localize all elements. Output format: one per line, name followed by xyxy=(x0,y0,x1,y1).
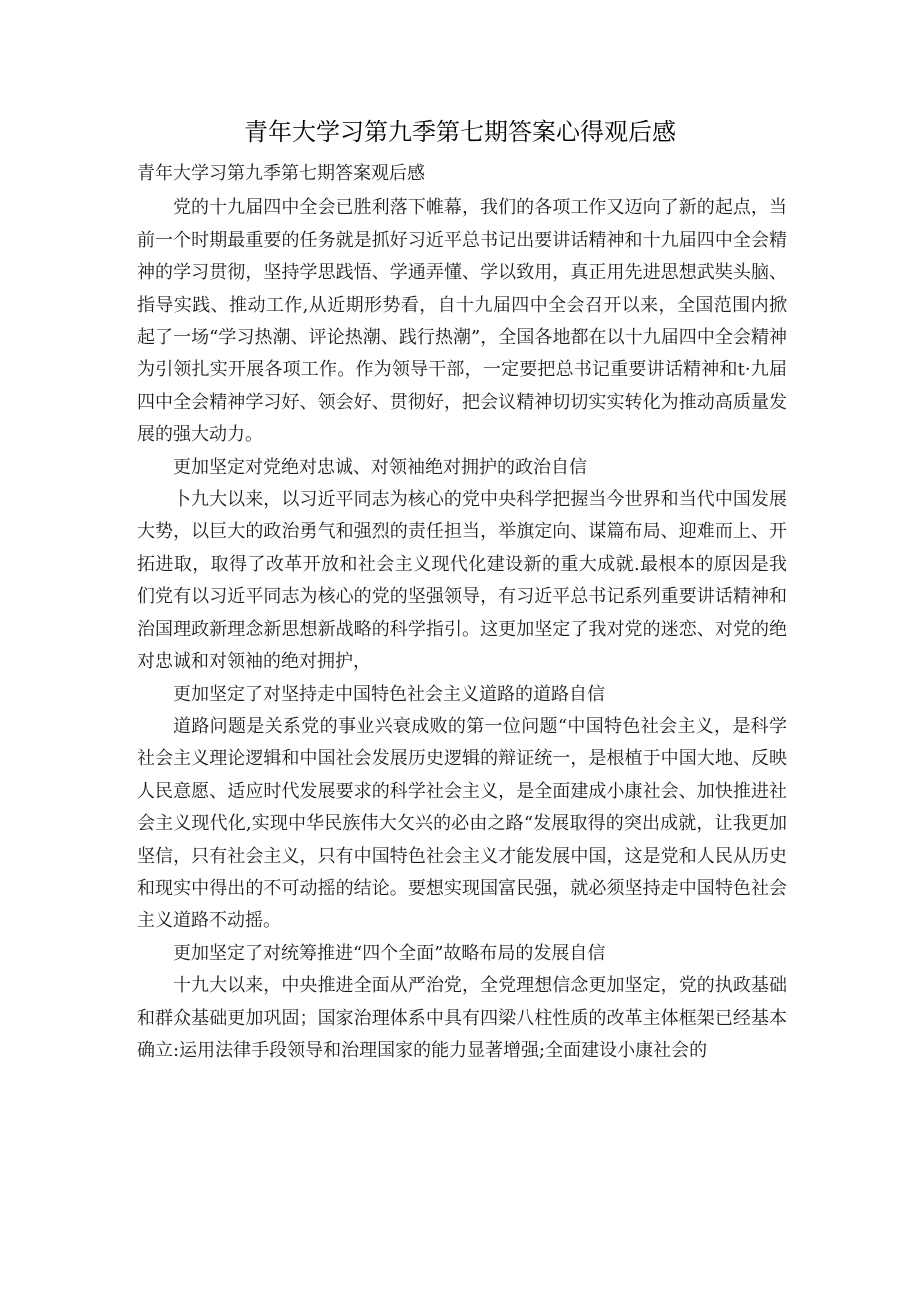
paragraph-intro: 党的十九届四中全会已胜利落下帷幕，我们的各项工作又迈向了新的起点，当前一个时期最重要的任务就是抓好习近平总书记出要讲话精神和十九届四中全会精神的学习贯彻，坚持学思践悟、学通弄懂、学以致用，真正用先进思想武奘头脑、指导实践、推动工作,从近期形势看，自十九届四中全会召开以来，全国范围内掀起了一场“学习热潮、评论热潮、践行热潮”，全国各地都在以十九届四中全会精神为引领扎实开展各项工作。作为领导干部，一定要把总书记重要讲话精神和t·九届四中全会精神学习好、领会好、贯彻好，把会议精神切切实实转化为推动高质量发展的强大动力。 xyxy=(137,197,787,446)
document-body xyxy=(137,158,787,1067)
section-heading-road-confidence: 更加坚定了对坚持走中国特色社会主义道路的道路自信 xyxy=(173,683,605,705)
document-subtitle: 青年大学习第九季第七期答案观后感 xyxy=(137,163,425,184)
paragraph-development-confidence: 十九大以来，中央推进全面从严治党，全党理想信念更加坚定，党的执政基础和群众基础更加巩固；国家治理体系中具有四梁八柱性质的改革主体框架已经基本确立:运用法律手段领导和治理国家的能力显著增强;全面建设小康社会的 xyxy=(137,975,787,1061)
section-heading-political-confidence: 更加坚定对党绝对忠诚、对领袖绝对拥护的政治自信 xyxy=(173,456,587,478)
document-title: 青年大学习第九季第七期答案心得观后感 xyxy=(244,118,676,146)
paragraph-political-confidence: 卜九大以来，以习近平同志为核心的党中央科学把握当今世界和当代中国发展大势，以巨大的政治勇气和强烈的责任担当，举旗定向、谋篇布局、迎难而上、开拓进取，取得了改革开放和社会主义现代化建设新的重大成就.最根本的原因是我们党有以习近平同志为核心的党的坚强领导，有习近平总书记系列重要讲话精神和治国理政新理念新思想新战略的科学指引。这更加坚定了我对党的迷恋、对党的绝对忠诚和对领袖的绝对拥护， xyxy=(137,489,787,673)
paragraph-road-confidence: 道路问题是关系党的事业兴衰成败的第一位问题“中国特色社会主义，是科学社会主义理论逻辑和中国社会发展历史逻辑的辩证统一，是根植于中国大地、反映人民意愿、适应时代发展要求的科学社会主义，是全面建成小康社会、加快推进社会主义现代化,实现中华民族伟大攵兴的必由之路“发展取得的突出成就，让我更加坚信，只有社会主义，只有中国特色社会主义才能发展中国，这是党和人民从历史和现实中得出的不可动摇的结论。要想实现国富民强，就必须坚持走中国特色社会主义道路不动摇。 xyxy=(137,715,787,932)
section-heading-development-confidence: 更加坚定了对统筹推进“四个全面”故略布局的发展自信 xyxy=(173,942,606,964)
